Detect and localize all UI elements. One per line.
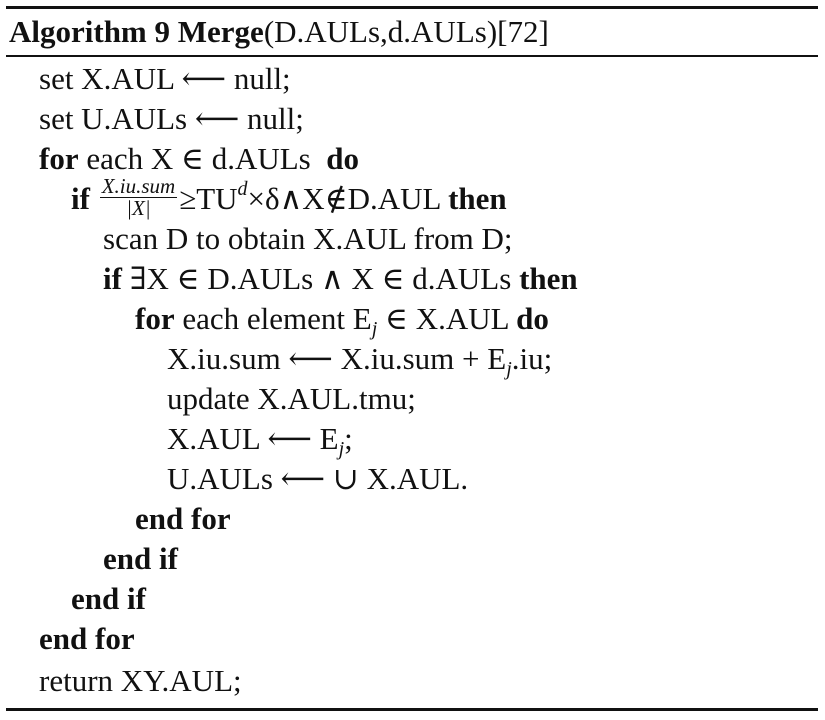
algorithm-caption [9, 12, 549, 52]
line-14-end-if: end if [71, 581, 146, 616]
caption-rule [6, 55, 818, 57]
keyword-then: then [519, 261, 578, 296]
line-1: set X.AUL ⟵ null; [39, 61, 291, 96]
superscript-d: d [237, 178, 248, 200]
line-3 [39, 139, 359, 179]
keyword-do: do [516, 301, 549, 336]
keyword-if: if [71, 181, 90, 216]
line-4-text-a: ≥TU [179, 181, 238, 216]
line-8-text: X.iu.sum ⟵ X.iu.sum + E [167, 341, 507, 376]
line-7 [135, 299, 549, 339]
line-4 [71, 174, 507, 221]
subscript-j: j [338, 438, 345, 460]
algorithm-name: Merge [177, 14, 264, 49]
line-15-end-for: end for [39, 621, 135, 656]
line-7-text: each element E [174, 301, 372, 336]
line-9: update X.AUL.tmu; [167, 381, 416, 416]
algorithm-block [6, 6, 818, 711]
subscript-j: j [506, 358, 512, 380]
bottom-rule [6, 708, 818, 711]
keyword-do: do [326, 141, 359, 176]
line-3-text: each X ∈ d.AULs [78, 141, 327, 176]
fraction [100, 176, 178, 219]
line-6 [103, 259, 578, 299]
line-4-text-b: ×δ∧X∉D.AUL [247, 181, 449, 216]
fraction-denominator: |X| [126, 196, 151, 221]
algorithm-label: Algorithm 9 [9, 14, 171, 49]
line-7-text-2: ∈ X.AUL [377, 301, 517, 336]
line-6-text: ∃X ∈ D.AULs ∧ X ∈ d.AULs [121, 261, 520, 296]
line-10-text: X.AUL ⟵ E [167, 421, 339, 456]
line-10-text-2: ; [344, 421, 353, 456]
line-5: scan D to obtain X.AUL from D; [103, 221, 513, 256]
line-16-return: return XY.AUL; [39, 663, 242, 698]
keyword-if: if [103, 261, 122, 296]
line-8-text-2: .iu; [511, 341, 553, 376]
line-12-end-for: end for [135, 501, 231, 536]
line-10 [167, 419, 353, 459]
top-rule [6, 6, 818, 9]
algorithm-args: (D.AULs,d.AULs)[72] [263, 14, 549, 49]
keyword-then: then [448, 181, 507, 216]
line-13-end-if: end if [103, 541, 178, 576]
keyword-for: for [135, 301, 175, 336]
subscript-j: j [371, 318, 378, 340]
keyword-for: for [39, 141, 79, 176]
line-2: set U.AULs ⟵ null; [39, 101, 304, 136]
line-11: U.AULs ⟵ ∪ X.AUL. [167, 461, 469, 496]
line-8 [167, 339, 552, 379]
fraction-numerator: X.iu.sum [101, 174, 176, 199]
